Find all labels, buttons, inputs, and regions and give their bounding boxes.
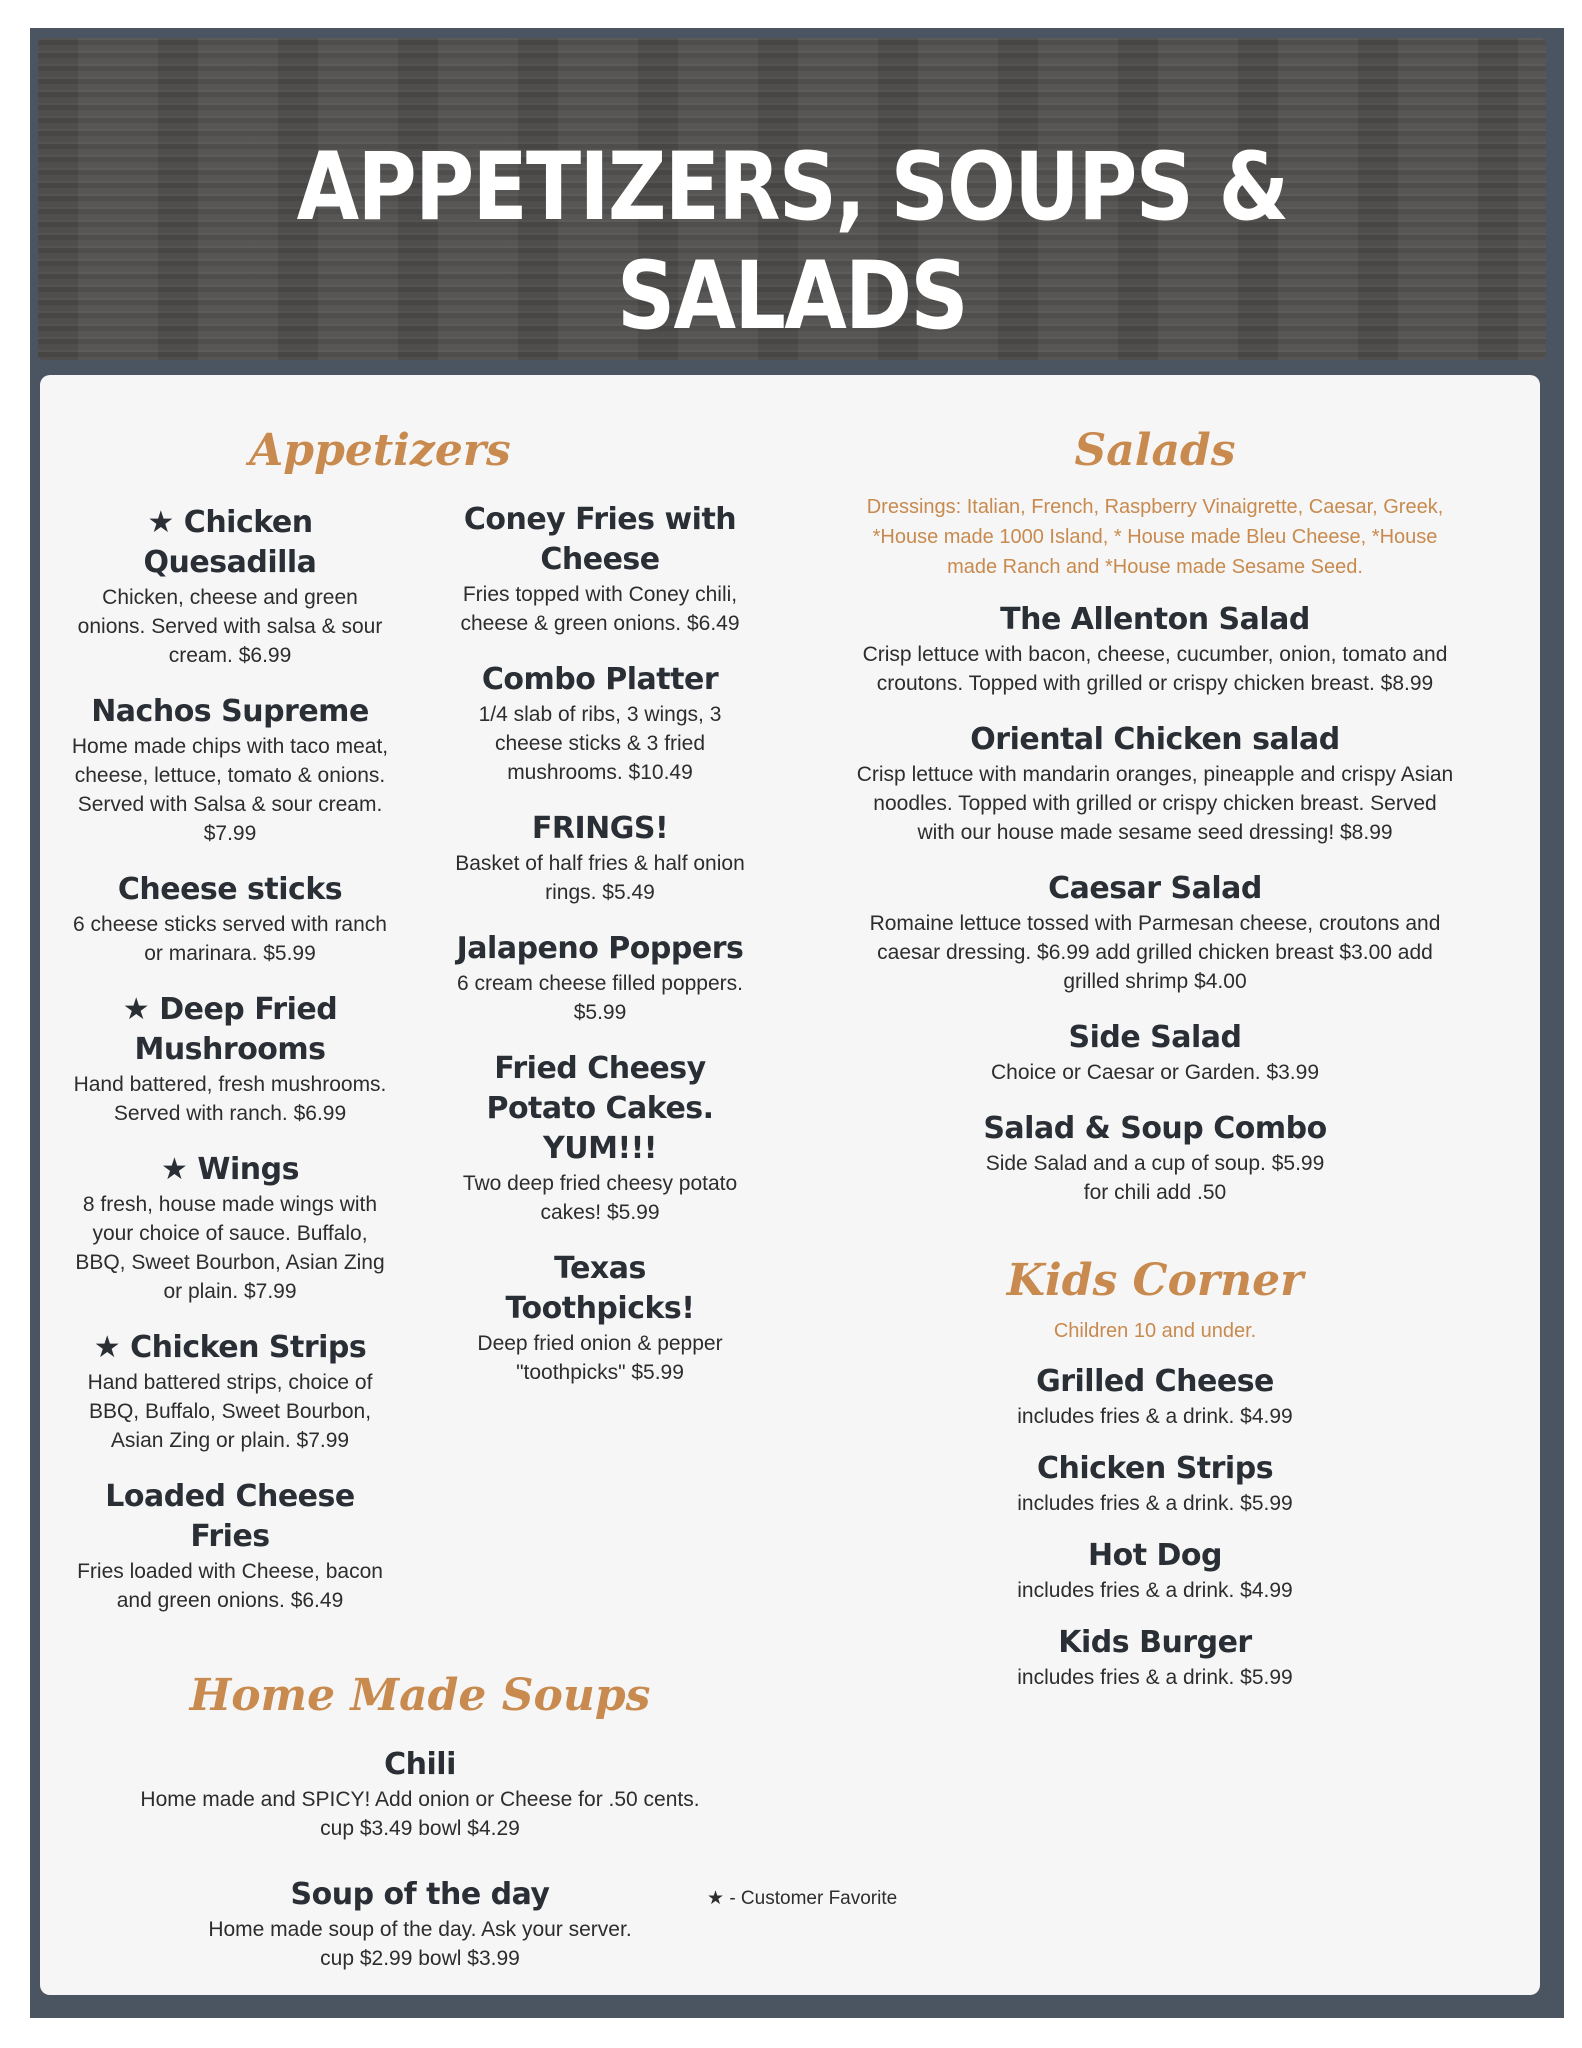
menu-item: [455, 660, 745, 787]
item-name: Caesar Salad: [1048, 871, 1262, 906]
appetizers-left-column: [70, 503, 390, 1637]
menu-item: [855, 1109, 1455, 1207]
item-desc: Home made soup of the day. Ask your server.: [208, 1918, 632, 1941]
appetizers-title: Appetizers: [249, 425, 511, 476]
menu-item: [70, 990, 390, 1128]
kids-subtitle: Children 10 and under.: [1053, 1320, 1257, 1342]
item-desc: Romaine lettuce tossed with Parmesan cheese, croutons and caesar dressing. $6.99 add grilled chicken breast $3.00 add grilled shrimp $4.00: [869, 912, 1441, 993]
item-desc: Fries loaded with Cheese, bacon and green onions. $6.49: [77, 1560, 383, 1612]
item-name: Kids Burger: [1058, 1625, 1252, 1660]
item-price: cup $3.49 bowl $4.29: [320, 1817, 520, 1840]
item-desc: Basket of half fries & half onion rings. $5.49: [455, 852, 745, 904]
item-name: Chili: [384, 1747, 456, 1782]
item-desc: Deep fried onion & pepper "toothpicks" $5.99: [477, 1332, 723, 1384]
menu-item: [855, 720, 1455, 847]
item-desc: Crisp lettuce with mandarin oranges, pineapple and crispy Asian noodles. Topped with grilled or crispy chicken breast. Served with our house made sesame seed dressing! $8.99: [856, 763, 1454, 844]
item-name: Cheese sticks: [117, 872, 343, 907]
appetizers-heading: [230, 425, 530, 476]
star-icon: ★: [93, 1330, 121, 1365]
menu-item: [905, 1623, 1405, 1692]
menu-item: [455, 1049, 745, 1227]
item-desc: includes fries & a drink. $4.99: [1017, 1579, 1293, 1602]
item-desc: Fries topped with Coney chili, cheese & green onions. $6.49: [460, 583, 740, 635]
menu-item: [905, 1536, 1405, 1605]
item-name: Deep Fried Mushrooms: [134, 992, 338, 1067]
item-price: cup $2.99 bowl $3.99: [320, 1947, 520, 1970]
appetizers-right-column: [455, 500, 745, 1409]
item-desc: Chicken, cheese and green onions. Served with salsa & sour cream. $6.99: [77, 586, 383, 667]
menu-item: [855, 1018, 1455, 1087]
item-desc: Home made and SPICY! Add onion or Cheese for .50 cents.: [140, 1788, 700, 1811]
item-desc: 1/4 slab of ribs, 3 wings, 3 cheese sticks & 3 fried mushrooms. $10.49: [478, 703, 722, 784]
menu-item: [455, 809, 745, 907]
menu-item: [120, 1875, 720, 1973]
menu-item: [455, 500, 745, 638]
item-name: Loaded Cheese Fries: [105, 1479, 355, 1554]
salads-title: Salads: [1074, 425, 1236, 476]
item-desc: Hand battered, fresh mushrooms. Served with ranch. $6.99: [73, 1073, 387, 1125]
item-name: Chicken Strips: [130, 1330, 367, 1365]
item-desc: Side Salad and a cup of soup. $5.99 for chili add .50: [985, 1152, 1325, 1204]
item-name: Coney Fries with Cheese: [463, 502, 737, 577]
item-name: Side Salad: [1068, 1020, 1242, 1055]
item-name: Hot Dog: [1088, 1538, 1222, 1573]
item-desc: 6 cream cheese filled poppers. $5.99: [457, 972, 743, 1024]
item-desc: includes fries & a drink. $4.99: [1017, 1405, 1293, 1428]
menu-item: [455, 929, 745, 1027]
item-desc: includes fries & a drink. $5.99: [1017, 1666, 1293, 1689]
menu-item: [905, 1362, 1405, 1431]
item-desc: Two deep fried cheesy potato cakes! $5.99: [462, 1172, 738, 1224]
item-name: FRINGS!: [531, 811, 669, 846]
soups-title: Home Made Soups: [189, 1670, 651, 1721]
legend-text: - Customer Favorite: [729, 1888, 898, 1909]
item-name: Combo Platter: [481, 662, 719, 697]
menu-item: [70, 1150, 390, 1306]
star-icon: ★: [147, 505, 174, 540]
menu-item: [70, 870, 390, 968]
menu-item: [855, 869, 1455, 996]
soups-section: [120, 1670, 720, 1995]
dressings-note: Dressings: Italian, French, Raspberry Vinaigrette, Caesar, Greek, *House made 1000 Island, * House made Bleu Cheese, *House made Ranch and *House made Sesame Seed.: [866, 496, 1444, 578]
item-name: The Allenton Salad: [1000, 602, 1310, 637]
page-title: APPETIZERS, SOUPS & SALADS: [296, 133, 1288, 351]
item-name: Wings: [197, 1152, 299, 1187]
item-desc: includes fries & a drink. $5.99: [1017, 1492, 1293, 1515]
item-name: Soup of the day: [290, 1877, 550, 1912]
kids-section: [905, 1255, 1405, 1710]
menu-item: [70, 692, 390, 848]
star-icon: ★: [707, 1888, 725, 1909]
item-desc: Crisp lettuce with bacon, cheese, cucumber, onion, tomato and croutons. Topped with grilled or crispy chicken breast. $8.99: [862, 643, 1448, 695]
item-name: Chicken Strips: [1036, 1451, 1274, 1486]
item-name: Grilled Cheese: [1036, 1364, 1274, 1399]
item-name: Oriental Chicken salad: [970, 722, 1340, 757]
item-name: Chicken Quesadilla: [143, 505, 317, 580]
menu-item: [455, 1249, 745, 1387]
item-desc: Hand battered strips, choice of BBQ, Buffalo, Sweet Bourbon, Asian Zing or plain. $7.99: [87, 1371, 373, 1452]
kids-title: Kids Corner: [1006, 1255, 1304, 1306]
salads-section: [855, 425, 1455, 1229]
item-desc: 8 fresh, house made wings with your choice of sauce. Buffalo, BBQ, Sweet Bourbon, Asian Zing or plain. $7.99: [75, 1193, 385, 1303]
menu-item: [120, 1745, 720, 1843]
item-name: Nachos Supreme: [91, 694, 369, 729]
legend: [707, 1887, 897, 1910]
item-name: Jalapeno Poppers: [456, 931, 744, 966]
item-name: Texas Toothpicks!: [505, 1251, 695, 1326]
item-desc: Choice or Caesar or Garden. $3.99: [990, 1061, 1319, 1084]
item-desc: 6 cheese sticks served with ranch or marinara. $5.99: [73, 913, 387, 965]
menu-item: [70, 1477, 390, 1615]
menu-item: [70, 503, 390, 670]
menu-item: [855, 600, 1455, 698]
item-desc: Home made chips with taco meat, cheese, lettuce, tomato & onions. Served with Salsa & sour cream. $7.99: [71, 735, 389, 845]
star-icon: ★: [161, 1152, 188, 1187]
star-icon: ★: [122, 992, 150, 1027]
menu-item: [70, 1328, 390, 1455]
menu-header: [38, 38, 1546, 360]
menu-item: [905, 1449, 1405, 1518]
item-name: Fried Cheesy Potato Cakes. YUM!!!: [486, 1051, 714, 1166]
item-name: Salad & Soup Combo: [983, 1111, 1327, 1146]
